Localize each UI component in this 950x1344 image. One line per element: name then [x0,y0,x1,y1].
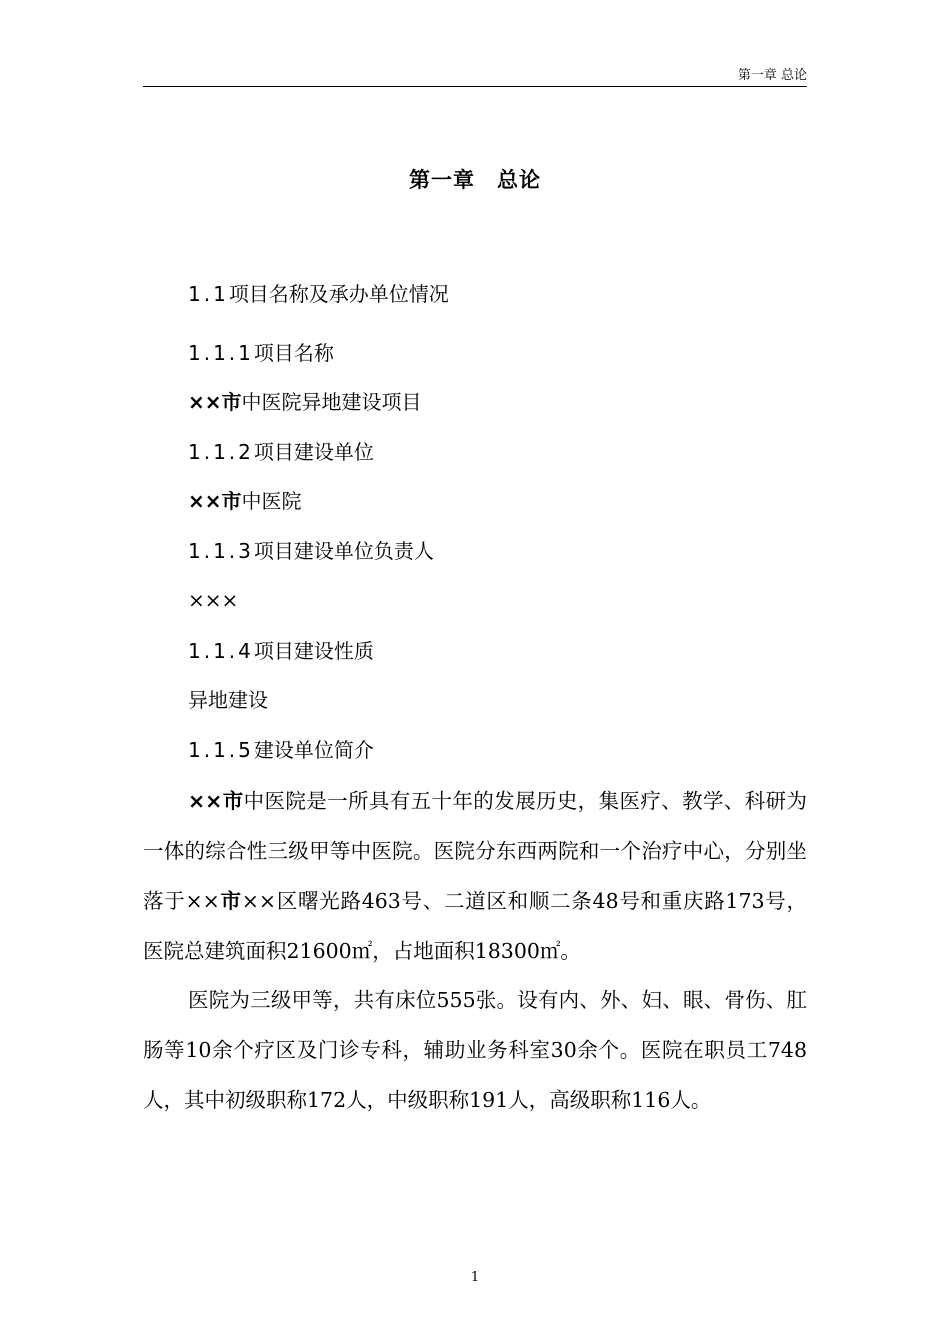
construction-unit-value [188,488,302,514]
section-title: 项目建设单位负责人 [253,539,434,563]
project-name-value [188,389,422,415]
paragraph-prefix: ××市 [188,789,244,813]
header-divider [143,86,807,87]
responsible-person-value: ××× [188,588,239,612]
section-heading-1-1-4 [188,638,374,664]
section-heading-1-1-1 [188,340,334,366]
paragraph-text: ××区曙光路463号、二道区和顺二条48号和重庆路173号，医院总建筑面积21600㎡，占地面积18300㎡。 [143,889,808,963]
section-title: 项目名称及承办单位情况 [228,282,449,306]
page-number: 1 [470,1270,480,1285]
section-title: 项目名称 [253,341,334,365]
paragraph-text: 中医院是一所具有五十年的发展历史，集医疗、教学、科研为一体的综合性三级甲等中医院。医院分东西两院和一个治疗中心，分别坐落于×× [143,789,808,913]
section-heading-1-1-3 [188,538,434,564]
section-number: 1.1.4 [188,639,254,663]
section-number: 1.1.5 [188,738,254,762]
section-number: 1.1.3 [188,539,254,563]
section-heading-1-1 [188,281,449,307]
construction-nature-value: 异地建设 [188,688,268,712]
paragraph-city: 市 [219,889,242,913]
section-title: 建设单位简介 [253,738,374,762]
value-prefix: ××市 [188,489,242,513]
section-heading-1-1-5 [188,737,374,763]
section-title: 项目建设单位 [253,440,374,464]
section-title: 项目建设性质 [253,639,374,663]
value-text: 中医院 [241,489,302,513]
value-text: 中医院异地建设项目 [241,390,422,414]
section-number: 1.1 [188,282,229,306]
hospital-stats-paragraph: 医院为三级甲等，共有床位555张。设有内、外、妇、眼、骨伤、肛肠等10余个疗区及门诊专科，辅助业务科室30余个。医院在职员工748人，其中初级职称172人，中级职称191人，高级职称116人。 [143,988,807,1112]
section-heading-1-1-2 [188,439,374,465]
running-header: 第一章 总论 [737,68,807,83]
unit-intro-paragraph [143,776,807,976]
chapter-title: 第一章 总论 [409,168,541,192]
section-number: 1.1.2 [188,440,254,464]
value-prefix: ××市 [188,390,242,414]
section-number: 1.1.1 [188,341,254,365]
